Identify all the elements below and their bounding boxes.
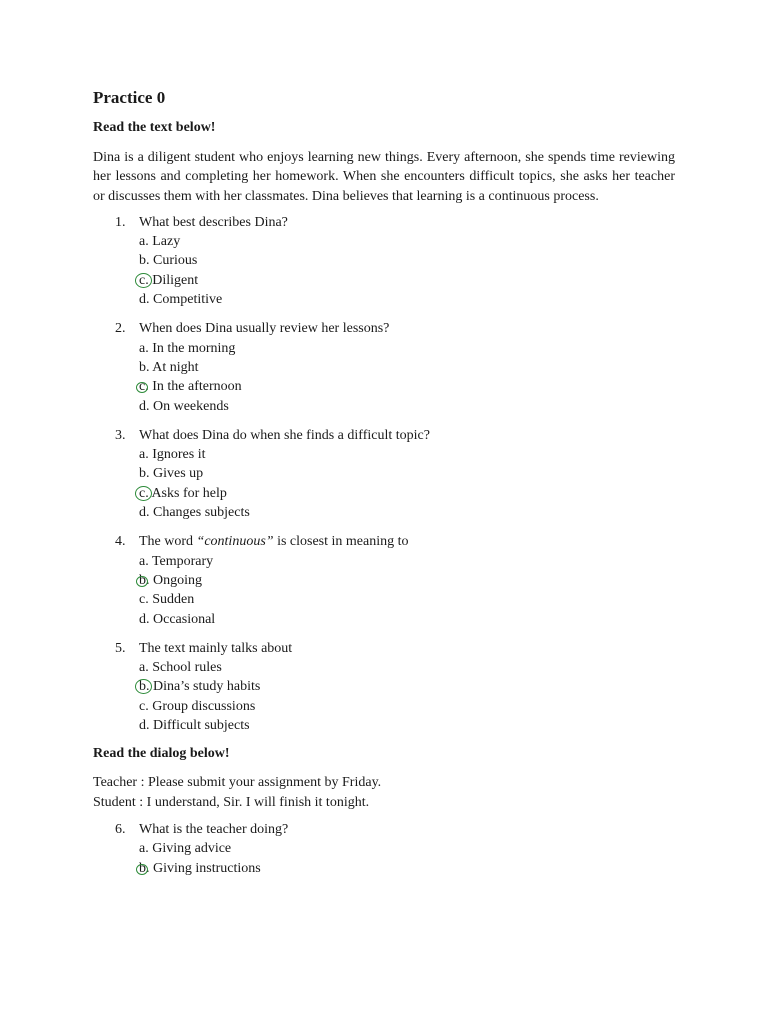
option-b-selected bbox=[139, 859, 675, 878]
question-number: 6. bbox=[115, 821, 126, 837]
option-a: a. Temporary bbox=[139, 553, 214, 569]
option-d: d. Difficult subjects bbox=[139, 718, 250, 734]
option-c-selected bbox=[139, 484, 675, 503]
page-title: Practice 0 bbox=[93, 88, 166, 107]
worksheet-page bbox=[93, 86, 675, 888]
option-list bbox=[139, 339, 675, 416]
question-1 bbox=[93, 213, 675, 309]
question-list-2 bbox=[93, 820, 675, 878]
question-text: The text mainly talks about bbox=[139, 640, 293, 656]
question-6 bbox=[93, 820, 675, 878]
option-b: b. Curious bbox=[139, 253, 198, 269]
question-text-after: is closest in meaning to bbox=[273, 534, 409, 550]
option-b: b. At night bbox=[139, 359, 199, 375]
question-text: What best describes Dina? bbox=[139, 214, 288, 230]
answer-circle-mark bbox=[136, 576, 148, 587]
question-number: 3. bbox=[115, 427, 126, 443]
answer-circle-mark bbox=[136, 864, 148, 875]
question-5 bbox=[93, 639, 675, 735]
section-1-instruction: Read the text below! bbox=[93, 120, 216, 135]
question-4 bbox=[93, 532, 675, 628]
question-2 bbox=[93, 319, 675, 415]
option-a: a. In the morning bbox=[139, 340, 236, 356]
question-number: 2. bbox=[115, 321, 126, 337]
option-d: d. On weekends bbox=[139, 398, 229, 414]
dialog-line-student: Student : I understand, Sir. I will finish it tonight. bbox=[93, 794, 370, 810]
option-list bbox=[139, 658, 675, 735]
option-list bbox=[139, 552, 675, 629]
question-number: 5. bbox=[115, 640, 126, 656]
reading-passage: Dina is a diligent student who enjoys learning new things. Every afternoon, she spends time reviewing her lessons and completing her homework. When she encounters difficult topics, she asks her teacher or discusses them with her classmates. Dina believes that learning is a continuous process. bbox=[93, 150, 675, 204]
option-label: c. Diligent bbox=[139, 272, 199, 288]
option-d: d. Occasional bbox=[139, 611, 216, 627]
option-a: a. School rules bbox=[139, 660, 222, 676]
question-number: 4. bbox=[115, 534, 126, 550]
option-list bbox=[139, 445, 675, 522]
answer-circle-mark bbox=[135, 486, 152, 501]
option-label: c. Asks for help bbox=[139, 485, 227, 501]
answer-circle-mark bbox=[135, 273, 152, 288]
question-3 bbox=[93, 426, 675, 522]
option-label: b. Ongoing bbox=[139, 572, 202, 588]
option-list bbox=[139, 232, 675, 309]
section-2-instruction: Read the dialog below! bbox=[93, 746, 230, 762]
dialog-box bbox=[93, 773, 675, 812]
question-text: When does Dina usually review her lessons? bbox=[139, 321, 390, 337]
question-number: 1. bbox=[115, 214, 126, 230]
option-c-selected bbox=[139, 377, 675, 396]
question-list-1 bbox=[93, 213, 675, 735]
dialog-line-teacher: Teacher : Please submit your assignment by Friday. bbox=[93, 775, 382, 791]
option-label: c. In the afternoon bbox=[139, 379, 242, 395]
question-text: What is the teacher doing? bbox=[139, 821, 289, 837]
question-keyword: “continuous” bbox=[196, 534, 274, 550]
option-d: d. Competitive bbox=[139, 292, 223, 308]
option-label: b. Dina’s study habits bbox=[139, 679, 261, 695]
option-label: b. Giving instructions bbox=[139, 860, 261, 876]
option-a: a. Ignores it bbox=[139, 447, 206, 463]
option-c: c. Group discussions bbox=[139, 698, 256, 714]
option-b-selected bbox=[139, 571, 675, 590]
option-c: c. Sudden bbox=[139, 592, 195, 608]
option-a: a. Lazy bbox=[139, 234, 181, 250]
question-text-before: The word bbox=[139, 534, 197, 550]
option-c-selected bbox=[139, 271, 675, 290]
option-b-selected bbox=[139, 677, 675, 696]
option-list bbox=[139, 839, 675, 878]
option-a: a. Giving advice bbox=[139, 841, 232, 857]
question-text bbox=[139, 532, 675, 551]
question-text: What does Dina do when she finds a difficult topic? bbox=[139, 427, 430, 443]
option-d: d. Changes subjects bbox=[139, 505, 250, 521]
option-b: b. Gives up bbox=[139, 466, 204, 482]
